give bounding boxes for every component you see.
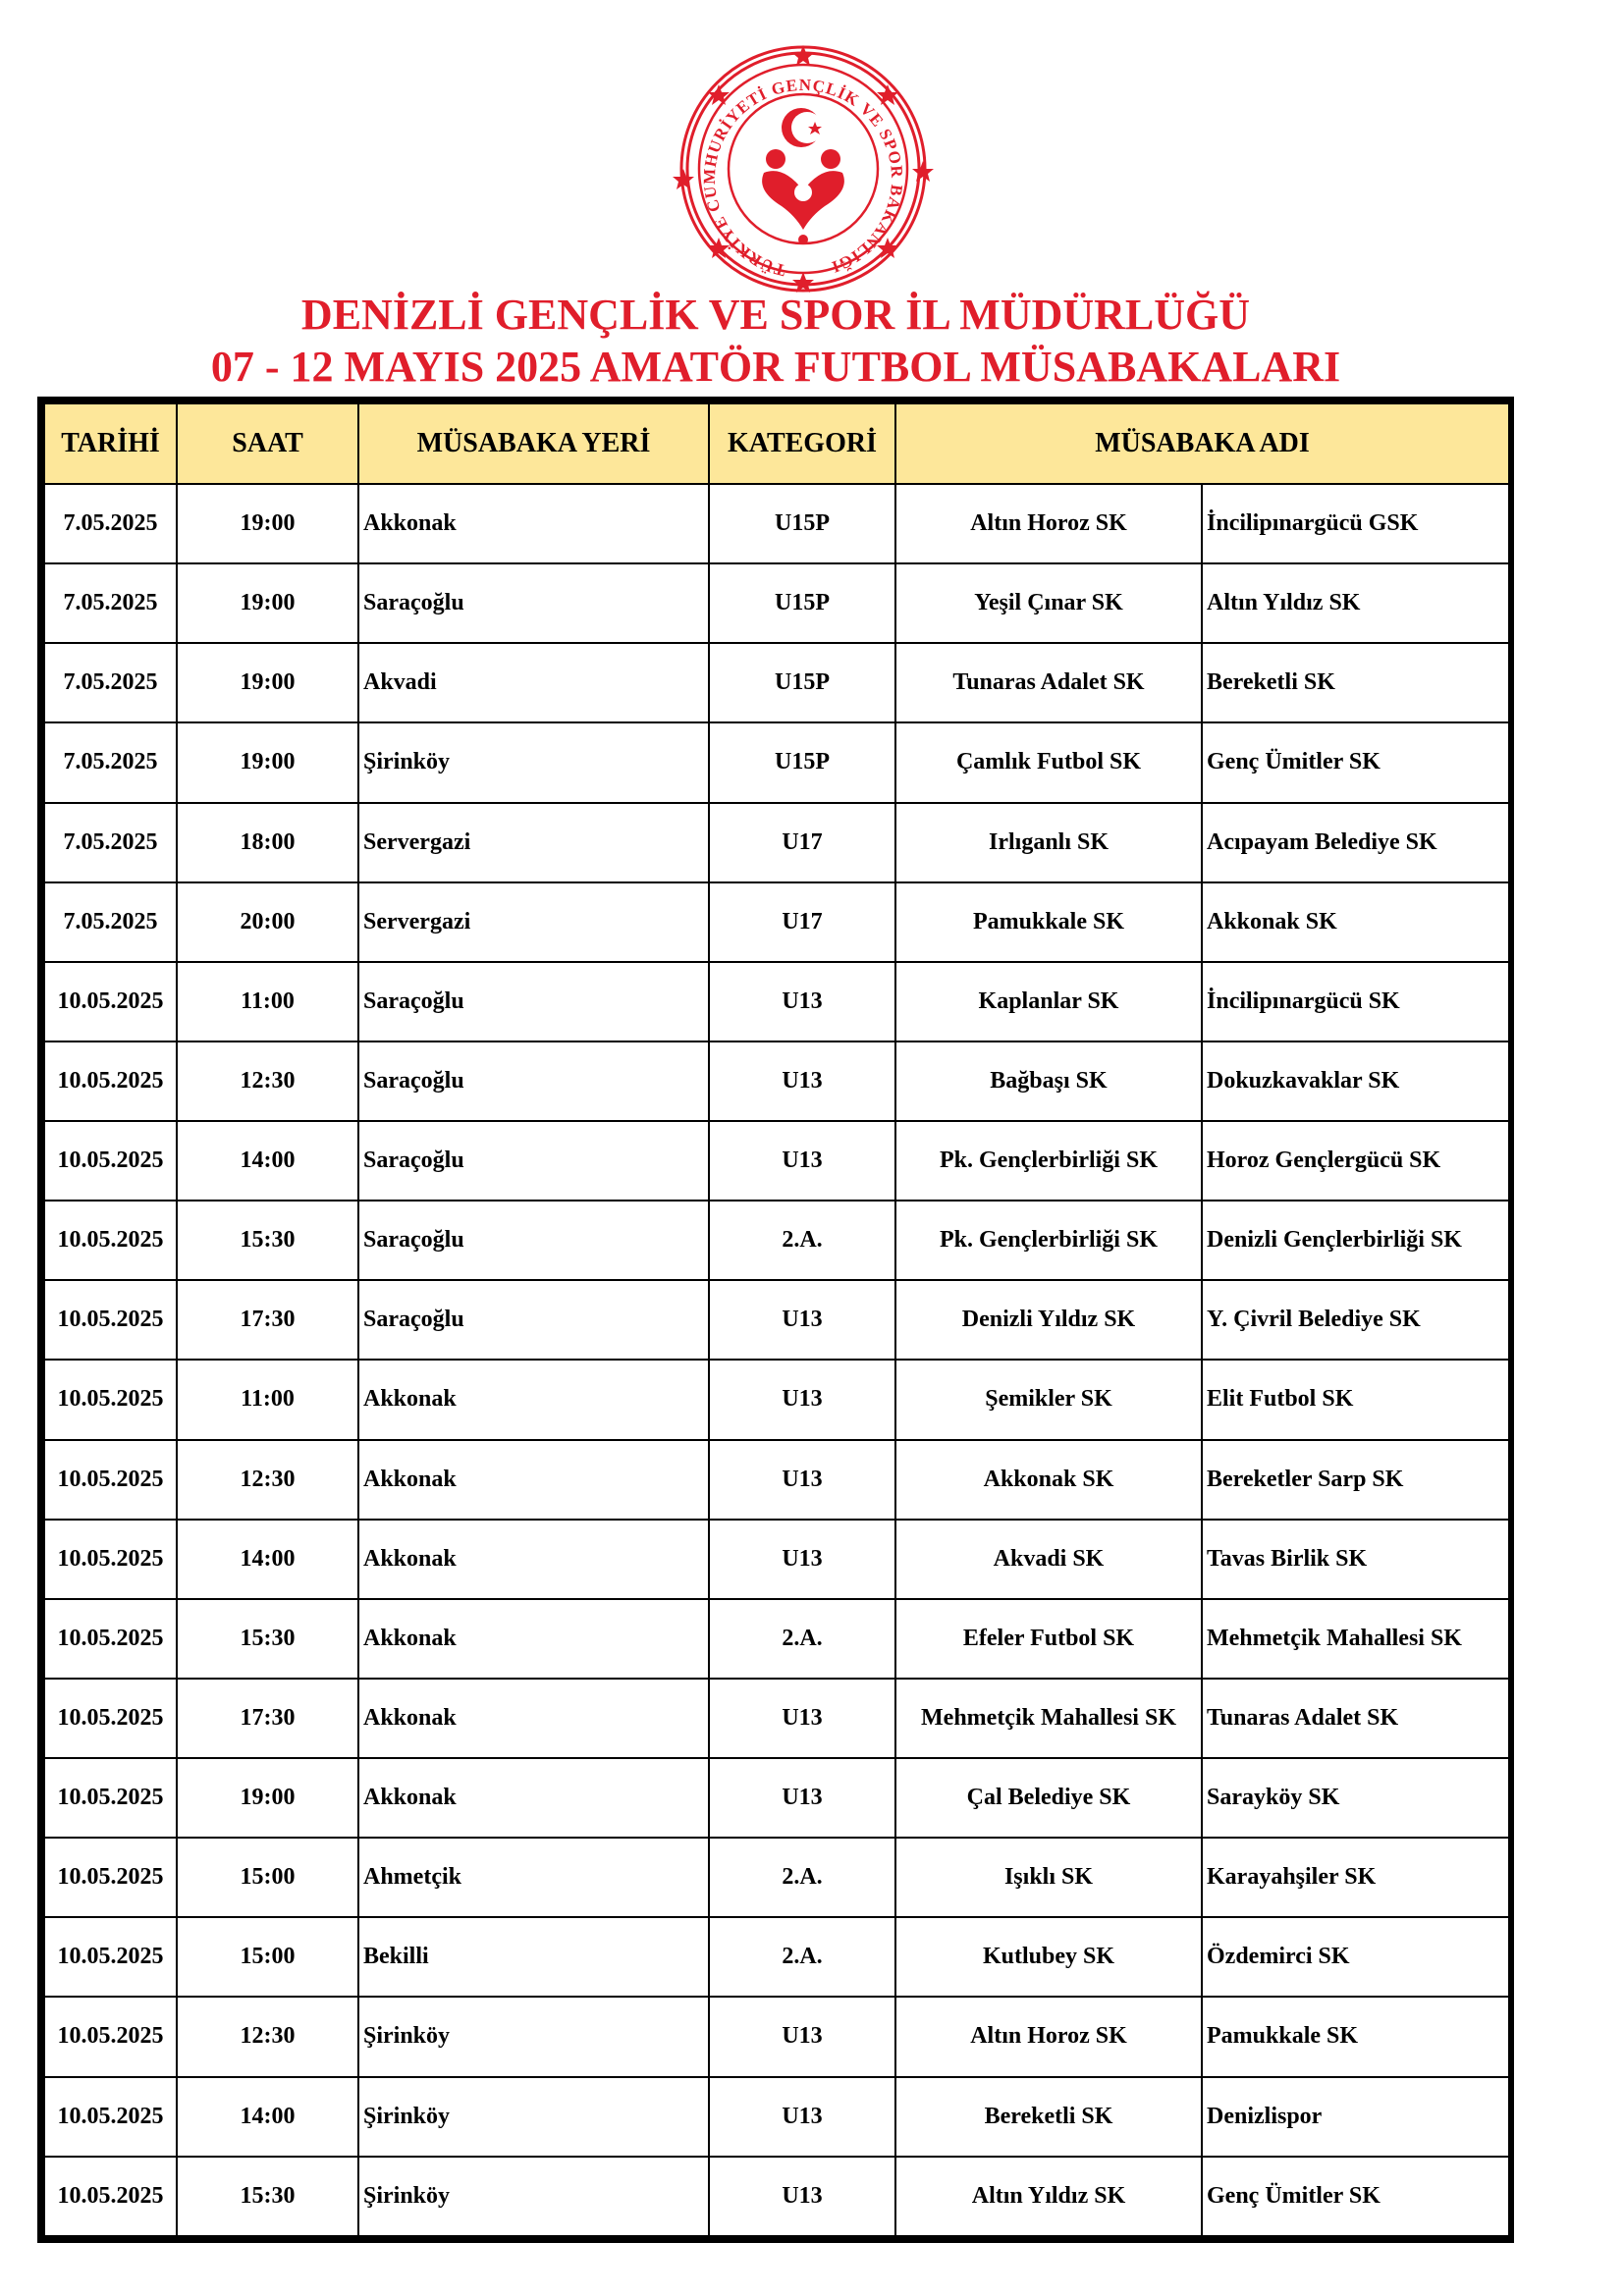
cell-away-team: Acıpayam Belediye SK <box>1202 803 1509 882</box>
cell-venue: Şirinköy <box>358 2077 709 2157</box>
table-row <box>44 1679 1509 1758</box>
cell-category: U13 <box>709 2077 895 2157</box>
cell-time: 15:30 <box>177 1599 358 1679</box>
cell-time: 11:00 <box>177 1360 358 1439</box>
table-row <box>44 882 1509 962</box>
cell-category: U13 <box>709 1360 895 1439</box>
cell-date: 10.05.2025 <box>44 1201 177 1280</box>
table-body <box>44 484 1509 2236</box>
cell-home-team: Altın Horoz SK <box>895 484 1202 563</box>
cell-category: U17 <box>709 803 895 882</box>
cell-category: U13 <box>709 1041 895 1121</box>
table-row <box>44 1201 1509 1280</box>
cell-time: 18:00 <box>177 803 358 882</box>
cell-home-team: Pamukkale SK <box>895 882 1202 962</box>
table-row <box>44 1440 1509 1520</box>
cell-time: 17:30 <box>177 1679 358 1758</box>
cell-venue: Saraçoğlu <box>358 563 709 643</box>
cell-category: U15P <box>709 484 895 563</box>
cell-home-team: Altın Yıldız SK <box>895 2157 1202 2236</box>
cell-date: 7.05.2025 <box>44 722 177 802</box>
cell-date: 10.05.2025 <box>44 1679 177 1758</box>
cell-venue: Şirinköy <box>358 1997 709 2076</box>
cell-date: 10.05.2025 <box>44 2157 177 2236</box>
table-row <box>44 962 1509 1041</box>
cell-home-team: Bağbaşı SK <box>895 1041 1202 1121</box>
cell-date: 7.05.2025 <box>44 563 177 643</box>
page-title: DENİZLİ GENÇLİK VE SPOR İL MÜDÜRLÜĞÜ <box>300 291 1251 339</box>
cell-venue: Akkonak <box>358 1440 709 1520</box>
cell-home-team: Altın Horoz SK <box>895 1997 1202 2076</box>
table-row <box>44 643 1509 722</box>
cell-date: 7.05.2025 <box>44 803 177 882</box>
cell-away-team: Y. Çivril Belediye SK <box>1202 1280 1509 1360</box>
cell-time: 17:30 <box>177 1280 358 1360</box>
cell-time: 15:30 <box>177 1201 358 1280</box>
cell-venue: Şirinköy <box>358 722 709 802</box>
schedule-table-frame <box>37 397 1514 2243</box>
cell-home-team: Bereketli SK <box>895 2077 1202 2157</box>
cell-date: 10.05.2025 <box>44 1997 177 2076</box>
column-header-match: MÜSABAKA ADI <box>895 403 1509 484</box>
cell-date: 10.05.2025 <box>44 1360 177 1439</box>
cell-home-team: Şemikler SK <box>895 1360 1202 1439</box>
cell-time: 14:00 <box>177 1121 358 1201</box>
cell-time: 12:30 <box>177 1440 358 1520</box>
cell-venue: Akvadi <box>358 643 709 722</box>
table-row <box>44 563 1509 643</box>
cell-time: 19:00 <box>177 722 358 802</box>
cell-home-team: Irlıganlı SK <box>895 803 1202 882</box>
cell-away-team: Horoz Gençlergücü SK <box>1202 1121 1509 1201</box>
cell-venue: Saraçoğlu <box>358 962 709 1041</box>
cell-venue: Akkonak <box>358 1679 709 1758</box>
cell-away-team: Bereketli SK <box>1202 643 1509 722</box>
cell-category: U13 <box>709 1440 895 1520</box>
cell-home-team: Efeler Futbol SK <box>895 1599 1202 1679</box>
cell-time: 14:00 <box>177 2077 358 2157</box>
schedule-table <box>43 402 1510 2237</box>
column-header-category: KATEGORİ <box>709 403 895 484</box>
cell-date: 10.05.2025 <box>44 1041 177 1121</box>
cell-date: 10.05.2025 <box>44 1121 177 1201</box>
table-row <box>44 1838 1509 1917</box>
table-row <box>44 803 1509 882</box>
cell-away-team: Akkonak SK <box>1202 882 1509 962</box>
table-row <box>44 484 1509 563</box>
cell-time: 15:00 <box>177 1917 358 1997</box>
cell-category: U17 <box>709 882 895 962</box>
cell-date: 10.05.2025 <box>44 1758 177 1838</box>
cell-away-team: Elit Futbol SK <box>1202 1360 1509 1439</box>
cell-category: U15P <box>709 722 895 802</box>
ministry-logo <box>668 43 939 294</box>
cell-time: 19:00 <box>177 1758 358 1838</box>
cell-time: 19:00 <box>177 484 358 563</box>
cell-venue: Saraçoğlu <box>358 1121 709 1201</box>
cell-venue: Ahmetçik <box>358 1838 709 1917</box>
cell-away-team: Karayahşiler SK <box>1202 1838 1509 1917</box>
cell-time: 12:30 <box>177 1997 358 2076</box>
cell-away-team: Denizlispor <box>1202 2077 1509 2157</box>
cell-away-team: Denizli Gençlerbirliği SK <box>1202 1201 1509 1280</box>
cell-category: U13 <box>709 2157 895 2236</box>
cell-home-team: Tunaras Adalet SK <box>895 643 1202 722</box>
cell-home-team: Kaplanlar SK <box>895 962 1202 1041</box>
page-subtitle: 07 - 12 MAYIS 2025 AMATÖR FUTBOL MÜSABAKALARI <box>210 343 1341 391</box>
column-header-date: TARİHİ <box>44 403 177 484</box>
cell-category: U13 <box>709 1758 895 1838</box>
cell-home-team: Akvadi SK <box>895 1520 1202 1599</box>
cell-date: 10.05.2025 <box>44 1280 177 1360</box>
table-row <box>44 1520 1509 1599</box>
svg-text:TÜRKİYE CUMHURİYETİ GENÇLİK VE: TÜRKİYE CUMHURİYETİ GENÇLİK VE SPOR BAKANLIĞI <box>699 75 907 281</box>
cell-away-team: Mehmetçik Mahallesi SK <box>1202 1599 1509 1679</box>
cell-home-team: Mehmetçik Mahallesi SK <box>895 1679 1202 1758</box>
cell-home-team: Pk. Gençlerbirliği SK <box>895 1121 1202 1201</box>
cell-home-team: Yeşil Çınar SK <box>895 563 1202 643</box>
cell-away-team: Dokuzkavaklar SK <box>1202 1041 1509 1121</box>
cell-category: U13 <box>709 962 895 1041</box>
cell-category: U13 <box>709 1997 895 2076</box>
cell-home-team: Akkonak SK <box>895 1440 1202 1520</box>
cell-category: U13 <box>709 1280 895 1360</box>
cell-away-team: Tavas Birlik SK <box>1202 1520 1509 1599</box>
cell-away-team: Pamukkale SK <box>1202 1997 1509 2076</box>
table-row <box>44 1599 1509 1679</box>
cell-category: 2.A. <box>709 1838 895 1917</box>
table-row <box>44 1360 1509 1439</box>
cell-venue: Saraçoğlu <box>358 1280 709 1360</box>
cell-category: 2.A. <box>709 1201 895 1280</box>
cell-category: 2.A. <box>709 1917 895 1997</box>
cell-venue: Akkonak <box>358 484 709 563</box>
cell-home-team: Kutlubey SK <box>895 1917 1202 1997</box>
cell-venue: Saraçoğlu <box>358 1201 709 1280</box>
cell-category: 2.A. <box>709 1599 895 1679</box>
table-row <box>44 1997 1509 2076</box>
table-row <box>44 2077 1509 2157</box>
cell-away-team: Genç Ümitler SK <box>1202 2157 1509 2236</box>
cell-away-team: Tunaras Adalet SK <box>1202 1679 1509 1758</box>
cell-venue: Servergazi <box>358 882 709 962</box>
cell-date: 10.05.2025 <box>44 1520 177 1599</box>
cell-venue: Akkonak <box>358 1360 709 1439</box>
cell-venue: Bekilli <box>358 1917 709 1997</box>
cell-home-team: Denizli Yıldız SK <box>895 1280 1202 1360</box>
table-row <box>44 1758 1509 1838</box>
cell-time: 14:00 <box>177 1520 358 1599</box>
column-header-time: SAAT <box>177 403 358 484</box>
cell-time: 12:30 <box>177 1041 358 1121</box>
cell-date: 10.05.2025 <box>44 2077 177 2157</box>
cell-away-team: Altın Yıldız SK <box>1202 563 1509 643</box>
cell-home-team: Çal Belediye SK <box>895 1758 1202 1838</box>
cell-away-team: Genç Ümitler SK <box>1202 722 1509 802</box>
table-row <box>44 1041 1509 1121</box>
cell-away-team: İncilipınargücü SK <box>1202 962 1509 1041</box>
cell-time: 19:00 <box>177 563 358 643</box>
cell-away-team: İncilipınargücü GSK <box>1202 484 1509 563</box>
table-row <box>44 1121 1509 1201</box>
table-row <box>44 2157 1509 2236</box>
cell-time: 15:30 <box>177 2157 358 2236</box>
cell-date: 10.05.2025 <box>44 1838 177 1917</box>
athletes-heart-icon <box>762 149 844 244</box>
cell-date: 10.05.2025 <box>44 1599 177 1679</box>
cell-time: 20:00 <box>177 882 358 962</box>
cell-away-team: Sarayköy SK <box>1202 1758 1509 1838</box>
crescent-star-icon <box>782 108 823 147</box>
table-row <box>44 1917 1509 1997</box>
cell-away-team: Bereketler Sarp SK <box>1202 1440 1509 1520</box>
cell-category: U15P <box>709 643 895 722</box>
cell-date: 7.05.2025 <box>44 882 177 962</box>
cell-away-team: Özdemirci SK <box>1202 1917 1509 1997</box>
cell-venue: Akkonak <box>358 1520 709 1599</box>
cell-category: U13 <box>709 1679 895 1758</box>
cell-date: 7.05.2025 <box>44 643 177 722</box>
cell-home-team: Pk. Gençlerbirliği SK <box>895 1201 1202 1280</box>
table-header-row <box>44 403 1509 484</box>
cell-category: U15P <box>709 563 895 643</box>
cell-category: U13 <box>709 1121 895 1201</box>
cell-time: 19:00 <box>177 643 358 722</box>
cell-date: 10.05.2025 <box>44 1917 177 1997</box>
table-row <box>44 1280 1509 1360</box>
cell-date: 10.05.2025 <box>44 962 177 1041</box>
cell-time: 15:00 <box>177 1838 358 1917</box>
cell-venue: Saraçoğlu <box>358 1041 709 1121</box>
table-row <box>44 722 1509 802</box>
cell-date: 7.05.2025 <box>44 484 177 563</box>
cell-time: 11:00 <box>177 962 358 1041</box>
cell-category: U13 <box>709 1520 895 1599</box>
cell-home-team: Işıklı SK <box>895 1838 1202 1917</box>
cell-venue: Servergazi <box>358 803 709 882</box>
column-header-venue: MÜSABAKA YERİ <box>358 403 709 484</box>
cell-home-team: Çamlık Futbol SK <box>895 722 1202 802</box>
cell-date: 10.05.2025 <box>44 1440 177 1520</box>
cell-venue: Şirinköy <box>358 2157 709 2236</box>
cell-venue: Akkonak <box>358 1758 709 1838</box>
cell-venue: Akkonak <box>358 1599 709 1679</box>
